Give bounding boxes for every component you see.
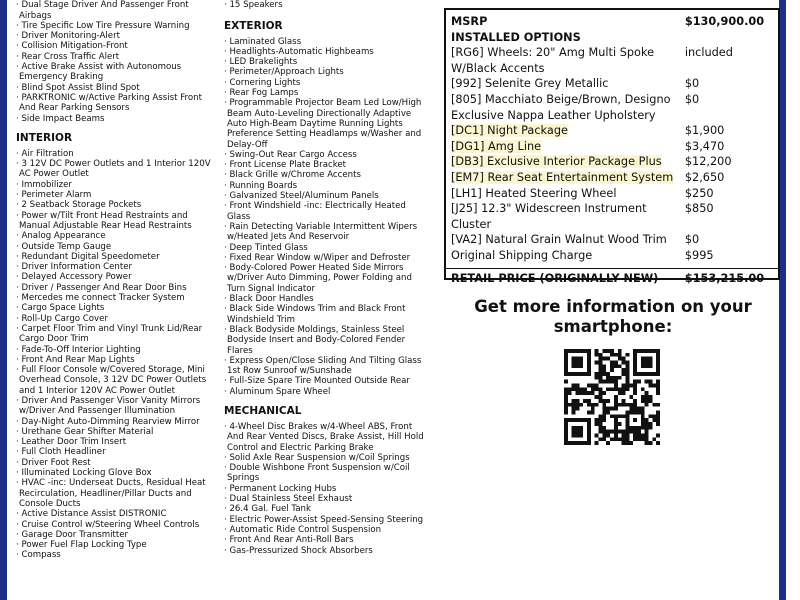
option-price: $250 — [684, 186, 714, 200]
feature-item: · 4-Wheel Disc Brakes w/4-Wheel ABS, Front And Rear Vented Discs, Brake Assist, Hill Hold Control and Electric Parking Brake — [227, 422, 429, 453]
option-description — [451, 139, 685, 155]
interior-list — [16, 149, 216, 561]
feature-item: · Urethane Gear Shifter Material — [19, 427, 216, 437]
retail-price-row — [451, 271, 774, 287]
qr-code-icon[interactable] — [564, 349, 660, 445]
feature-item: · Black Side Windows Trim and Black Front Windshield Trim — [227, 304, 429, 325]
option-row — [451, 139, 774, 155]
feature-item: · Collision Mitigation-Front — [19, 41, 216, 51]
feature-item: · Gas-Pressurized Shock Absorbers — [227, 546, 429, 556]
retail-price-value: $153,215.00 — [684, 271, 765, 285]
feature-item: · Front License Plate Bracket — [227, 160, 429, 170]
option-price: $0 — [684, 77, 700, 91]
feature-item: · Permanent Locking Hubs — [227, 484, 429, 494]
feature-item: · Cruise Control w/Steering Wheel Controls — [19, 520, 216, 530]
feature-item: · Full Floor Console w/Covered Storage, Mini Overhead Console, 3 12V DC Power Outlets and 1 Interior 120V AC Power Outlet — [19, 365, 216, 396]
feature-item: · Black Door Handles — [227, 294, 429, 304]
feature-item: · Front Windshield -inc: Electrically Heated Glass — [227, 201, 429, 222]
retail-price-label: RETAIL PRICE (ORIGINALLY NEW) — [451, 271, 659, 285]
feature-item: · Carpet Floor Trim and Vinyl Trunk Lid/Rear Cargo Door Trim — [19, 324, 216, 345]
feature-item: · Black Bodyside Moldings, Stainless Steel Bodyside Insert and Body-Colored Fender Flares — [227, 325, 429, 356]
msrp-row — [451, 14, 774, 30]
feature-item: · Dual Stage Driver And Passenger Front Airbags — [19, 0, 216, 21]
feature-item: · Outside Temp Gauge — [19, 242, 216, 252]
feature-item: · Leather Door Trim Insert — [19, 437, 216, 447]
feature-item: · Tire Specific Low Tire Pressure Warning — [19, 21, 216, 31]
feature-item: · Illuminated Locking Glove Box — [19, 468, 216, 478]
feature-item: · Air Filtration — [19, 149, 216, 159]
feature-item: · Body-Colored Power Heated Side Mirrors w/Driver Auto Dimming, Power Folding and Turn Signal Indicator — [227, 263, 429, 294]
feature-item: · Mercedes me connect Tracker System — [19, 293, 216, 303]
option-row — [451, 45, 774, 76]
option-description-highlight: [EM7] Rear Seat Entertainment System — [451, 170, 674, 184]
feature-item: · Aluminum Spare Wheel — [227, 387, 429, 397]
option-description: [RG6] Wheels: 20" Amg Multi Spoke W/Black Accents — [451, 46, 655, 75]
feature-item: · Front And Rear Map Lights — [19, 355, 216, 365]
feature-item: · Swing-Out Rear Cargo Access — [227, 150, 429, 160]
feature-item: · Electric Power-Assist Speed-Sensing Steering — [227, 515, 429, 525]
option-description: [J25] 12.3" Widescreen Instrument Cluster — [451, 202, 647, 231]
safety-list — [16, 0, 216, 124]
option-row — [451, 123, 774, 139]
feature-item: · HVAC -inc: Underseat Ducts, Residual Heat Recirculation, Headliner/Pillar Ducts and Console Ducts — [19, 478, 216, 509]
option-description — [451, 154, 685, 170]
option-price: $850 — [684, 202, 714, 216]
window-sticker-box — [444, 8, 780, 285]
option-price: $995 — [684, 248, 714, 262]
features-left-column — [16, 0, 216, 561]
exterior-heading: EXTERIOR — [224, 19, 283, 32]
feature-item: · Rear Fog Lamps — [227, 88, 429, 98]
option-price: $0 — [684, 92, 700, 106]
feature-item: · Driver Monitoring-Alert — [19, 31, 216, 41]
feature-item: · Running Boards — [227, 181, 429, 191]
options-list — [451, 45, 774, 263]
feature-item: · Driver Information Center — [19, 262, 216, 272]
feature-item: · Express Open/Close Sliding And Tilting Glass 1st Row Sunroof w/Sunshade — [227, 356, 429, 377]
feature-item: · Double Wishbone Front Suspension w/Coil Springs — [227, 463, 429, 484]
feature-item: · Cornering Lights — [227, 78, 429, 88]
smartphone-heading: Get more information on your smartphone: — [474, 297, 752, 336]
option-description-highlight: [DB3] Exclusive Interior Package Plus — [451, 155, 662, 169]
feature-item: · Full-Size Spare Tire Mounted Outside Rear — [227, 376, 429, 386]
feature-item: · Black Grille w/Chrome Accents — [227, 170, 429, 180]
feature-item: · Fade-To-Off Interior Lighting — [19, 345, 216, 355]
option-price: $2,650 — [684, 170, 725, 184]
feature-item: · Power w/Tilt Front Head Restraints and Manual Adjustable Rear Head Restraints — [19, 211, 216, 232]
option-row — [451, 154, 774, 170]
option-description: [LH1] Heated Steering Wheel — [451, 186, 617, 200]
feature-item: · LED Brakelights — [227, 57, 429, 67]
divider — [446, 268, 778, 269]
audio-list — [224, 0, 429, 11]
feature-item: · Analog Appearance — [19, 231, 216, 241]
feature-item: · Day-Night Auto-Dimming Rearview Mirror — [19, 417, 216, 427]
feature-item: · Deep Tinted Glass — [227, 243, 429, 253]
msrp-value: $130,900.00 — [684, 15, 765, 28]
feature-item: · 26.4 Gal. Fuel Tank — [227, 504, 429, 514]
feature-item: · Driver Foot Rest — [19, 458, 216, 468]
feature-item: · Driver / Passenger And Rear Door Bins — [19, 283, 216, 293]
installed-options-heading: INSTALLED OPTIONS — [451, 30, 581, 44]
option-description: [VA2] Natural Grain Walnut Wood Trim — [451, 233, 667, 247]
exterior-list — [224, 37, 429, 397]
feature-item: · Full Cloth Headliner — [19, 447, 216, 457]
feature-item: · Perimeter/Approach Lights — [227, 67, 429, 77]
feature-item: · Automatic Ride Control Suspension — [227, 525, 429, 535]
option-description: [805] Macchiato Beige/Brown, Designo Exclusive Nappa Leather Upholstery — [451, 92, 671, 122]
msrp-label: MSRP — [451, 15, 488, 28]
feature-item: · Dual Stainless Steel Exhaust — [227, 494, 429, 504]
feature-item: · Active Distance Assist DISTRONIC — [19, 509, 216, 519]
option-row — [451, 201, 774, 232]
feature-item: · Galvanized Steel/Aluminum Panels — [227, 191, 429, 201]
features-middle-column — [224, 0, 429, 556]
option-row — [451, 248, 774, 264]
feature-item: · 15 Speakers — [227, 0, 429, 10]
feature-item: · Side Impact Beams — [19, 114, 216, 124]
option-description-highlight: [DG1] Amg Line — [451, 139, 542, 153]
option-price: included — [684, 46, 733, 60]
option-row — [451, 76, 774, 92]
feature-item: · 2 Seatback Storage Pockets — [19, 200, 216, 210]
feature-item: · Rear Cross Traffic Alert — [19, 52, 216, 62]
feature-item: · Garage Door Transmitter — [19, 530, 216, 540]
option-description — [451, 170, 685, 186]
feature-item: · Power Fuel Flap Locking Type — [19, 540, 216, 550]
option-description: Original Shipping Charge — [451, 248, 593, 262]
feature-item: · Active Brake Assist with Autonomous Emergency Braking — [19, 62, 216, 83]
option-description: [992] Selenite Grey Metallic — [451, 77, 609, 91]
option-description — [451, 123, 685, 139]
mechanical-list — [224, 422, 429, 556]
option-row — [451, 232, 774, 248]
option-row — [451, 186, 774, 202]
feature-item: · Fixed Rear Window w/Wiper and Defroster — [227, 253, 429, 263]
option-description-highlight: [DC1] Night Package — [451, 124, 568, 138]
option-price: $0 — [684, 233, 700, 247]
feature-item: · PARKTRONIC w/Active Parking Assist Front And Rear Parking Sensors — [19, 93, 216, 114]
feature-item: · Laminated Glass — [227, 37, 429, 47]
feature-item: · Immobilizer — [19, 180, 216, 190]
feature-item: · Front And Rear Anti-Roll Bars — [227, 535, 429, 545]
option-price: $3,470 — [684, 139, 725, 153]
feature-item: · Redundant Digital Speedometer — [19, 252, 216, 262]
feature-item: · Blind Spot Assist Blind Spot — [19, 83, 216, 93]
feature-item: · Driver And Passenger Visor Vanity Mirrors w/Driver And Passenger Illumination — [19, 396, 216, 417]
feature-item: · Compass — [19, 550, 216, 560]
feature-item: · Solid Axle Rear Suspension w/Coil Springs — [227, 453, 429, 463]
option-row — [451, 170, 774, 186]
feature-item: · Roll-Up Cargo Cover — [19, 314, 216, 324]
option-price: $1,900 — [684, 124, 725, 138]
feature-item: · Headlights-Automatic Highbeams — [227, 47, 429, 57]
option-price: $12,200 — [684, 155, 732, 169]
mechanical-heading: MECHANICAL — [224, 404, 302, 417]
feature-item: · Programmable Projector Beam Led Low/High Beam Auto-Leveling Directionally Adaptive Auto High-Beam Daytime Running Lights Preference Setting Headlamps w/Washer and Delay-Off — [227, 98, 429, 149]
interior-heading: INTERIOR — [16, 131, 73, 144]
feature-item: · 3 12V DC Power Outlets and 1 Interior 120V AC Power Outlet — [19, 159, 216, 180]
feature-item: · Cargo Space Lights — [19, 303, 216, 313]
option-row — [451, 92, 774, 123]
feature-item: · Perimeter Alarm — [19, 190, 216, 200]
feature-item: · Rain Detecting Variable Intermittent Wipers w/Heated Jets And Reservoir — [227, 222, 429, 243]
feature-item: · Delayed Accessory Power — [19, 272, 216, 282]
